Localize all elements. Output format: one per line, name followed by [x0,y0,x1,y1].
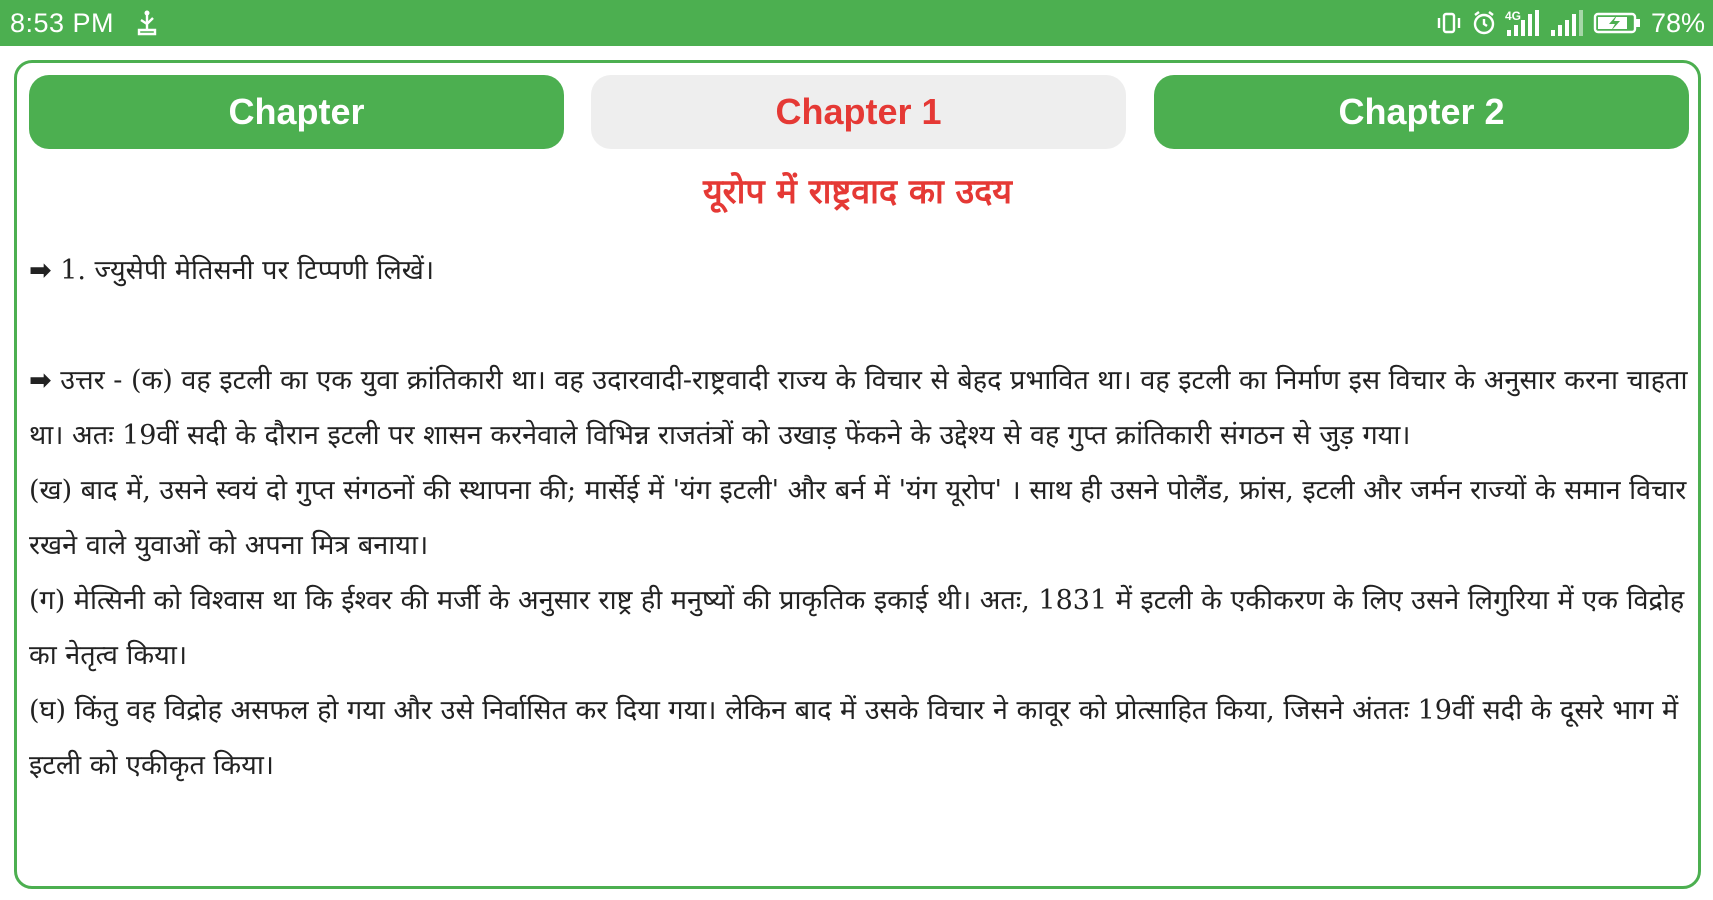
arrow-icon: ➡ [29,255,52,286]
tab-chapter-1[interactable]: Chapter 1 [591,75,1126,149]
chapter-tabs [29,75,1689,149]
answer-part-gh: (घ) किंतु वह विद्रोह असफल हो गया और उसे निर्वासित कर दिया गया। लेकिन बाद में उसके विचार ने कावूर को प्रोत्साहित किया, जिसने अंततः 19वीं सदी के दूसरे भाग में इटली को एकीकृत किया। [29,695,1679,781]
answer-text-k: उत्तर - (क) वह इटली का एक युवा क्रांतिकारी था। वह उदारवादी-राष्ट्रवादी राज्य के विचार से बेहद प्रभावित था। वह इटली का निर्माण इस विचार के अनुसार करना चाहता था। अतः 19वीं सदी के दौरान इटली पर शासन करनेवाले विभिन्न राजतंत्रों को उखाड़ फेंकने के उद्देश्य से वह गुप्त क्रांतिकारी संगठन से जुड़ गया। [29,365,1688,451]
tab-chapter-2[interactable]: Chapter 2 [1154,75,1689,149]
chapter-body [29,243,1689,793]
chapter-title: यूरोप में राष्ट्रवाद का उदय [702,172,1013,212]
question-line [29,243,1689,298]
spacer [29,298,1689,353]
answer-part-g: (ग) मेत्सिनी को विश्वास था कि ईश्वर की मर्जी के अनुसार राष्ट्र ही मनुष्यों की प्राकृतिक इकाई थी। अतः, 1831 में इटली के एकीकरण के लिए उसने लिगुरिया में एक विद्रोह का नेतृत्व किया। [29,585,1685,671]
status-bar [0,0,1713,46]
usb-debug-icon [132,10,162,36]
battery-charging-icon [1593,10,1641,36]
status-time: 8:53 PM [10,8,115,38]
content-card [14,60,1701,889]
svg-text:4G: 4G [1504,9,1521,23]
arrow-icon: ➡ [29,365,52,396]
signal-bars-icon [1549,8,1585,38]
status-icons [1435,6,1705,40]
answer-part-kh: (ख) बाद में, उसने स्वयं दो गुप्त संगठनों की स्थापना की; मार्सेई में 'यंग इटली' और बर्न में 'यंग यूरोप' । साथ ही उसने पोलैंड, फ्रांस, इटली और जर्मन राज्यों के समान विचार रखने वाले युवाओं को अपना मित्र बनाया। [29,475,1687,561]
answer-part-k [29,353,1689,463]
question-text: 1. ज्युसेपी मेतिसनी पर टिप्पणी लिखें। [60,255,435,286]
tab-chapter[interactable]: Chapter [29,75,564,149]
battery-percent: 78% [1650,7,1705,38]
alarm-icon [1471,10,1497,36]
vibrate-icon [1435,10,1463,36]
signal-4g-icon [1505,8,1541,38]
